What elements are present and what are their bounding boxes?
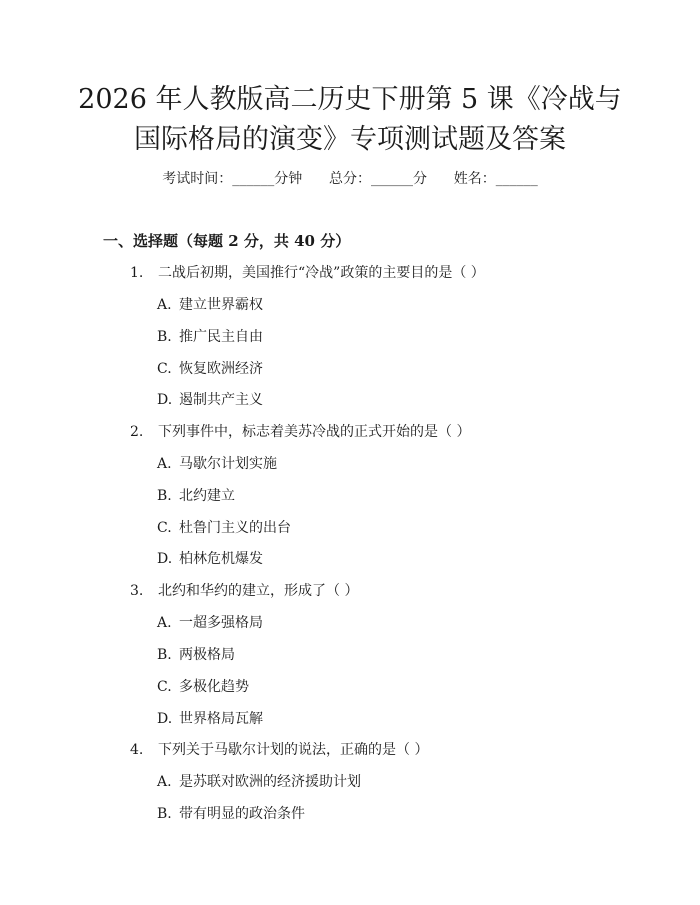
option-letter: A. bbox=[157, 615, 172, 631]
question-1 bbox=[130, 262, 485, 282]
option-text: 恢复欧洲经济 bbox=[179, 361, 263, 377]
option-letter: A. bbox=[157, 774, 172, 790]
option-letter: B. bbox=[157, 329, 172, 345]
option-letter: B. bbox=[157, 806, 172, 822]
option-text: 遏制共产主义 bbox=[179, 392, 263, 408]
question-3 bbox=[130, 580, 358, 600]
question-number: 3. bbox=[130, 583, 144, 599]
question-3-option-a bbox=[157, 612, 263, 632]
option-text: 杜鲁门主义的出台 bbox=[179, 520, 291, 536]
question-3-option-c bbox=[157, 676, 249, 696]
question-2-option-c bbox=[157, 517, 291, 537]
question-4-option-a bbox=[157, 771, 361, 791]
question-2 bbox=[130, 421, 470, 441]
option-text: 北约建立 bbox=[179, 488, 235, 504]
option-text: 柏林危机爆发 bbox=[179, 551, 263, 567]
option-letter: C. bbox=[157, 679, 172, 695]
question-text: 下列关于马歇尔计划的说法，正确的是（ ） bbox=[158, 742, 429, 758]
option-letter: B. bbox=[157, 488, 172, 504]
question-text: 下列事件中，标志着美苏冷战的正式开始的是（ ） bbox=[158, 424, 471, 440]
question-1-option-b bbox=[157, 326, 263, 346]
question-number: 2. bbox=[130, 424, 144, 440]
option-text: 推广民主自由 bbox=[179, 329, 263, 345]
question-4-option-b bbox=[157, 803, 305, 823]
option-text: 马歇尔计划实施 bbox=[179, 456, 277, 472]
title-line-1: 2026 年人教版高二历史下册第 5 课《冷战与 bbox=[78, 84, 622, 115]
question-text: 北约和华约的建立，形成了（ ） bbox=[158, 583, 359, 599]
option-letter: C. bbox=[157, 520, 172, 536]
option-text: 世界格局瓦解 bbox=[179, 711, 263, 727]
option-text: 建立世界霸权 bbox=[179, 297, 263, 313]
question-4 bbox=[130, 739, 428, 759]
option-letter: A. bbox=[157, 456, 172, 472]
document-title bbox=[60, 80, 640, 160]
option-text: 两极格局 bbox=[179, 647, 235, 663]
option-text: 是苏联对欧洲的经济援助计划 bbox=[179, 774, 361, 790]
question-2-option-a bbox=[157, 453, 277, 473]
question-number: 4. bbox=[130, 742, 144, 758]
exam-info-line: 考试时间：______分钟 总分：______分 姓名：______ bbox=[162, 171, 538, 187]
option-letter: A. bbox=[157, 297, 172, 313]
title-line-2: 国际格局的演变》专项测试题及答案 bbox=[134, 124, 566, 155]
option-text: 带有明显的政治条件 bbox=[179, 806, 305, 822]
option-text: 多极化趋势 bbox=[179, 679, 249, 695]
question-3-option-d bbox=[157, 708, 263, 728]
question-3-option-b bbox=[157, 644, 235, 664]
question-number: 1. bbox=[130, 265, 144, 281]
question-text: 二战后初期，美国推行“冷战”政策的主要目的是（ ） bbox=[158, 265, 485, 281]
option-letter: B. bbox=[157, 647, 172, 663]
question-2-option-d bbox=[157, 548, 263, 568]
section-heading: 一、选择题（每题 2 分，共 40 分） bbox=[103, 232, 351, 250]
question-2-option-b bbox=[157, 485, 235, 505]
option-text: 一超多强格局 bbox=[179, 615, 263, 631]
option-letter: D. bbox=[157, 392, 173, 408]
question-1-option-a bbox=[157, 294, 263, 314]
question-1-option-d bbox=[157, 389, 263, 409]
option-letter: D. bbox=[157, 711, 173, 727]
option-letter: D. bbox=[157, 551, 173, 567]
option-letter: C. bbox=[157, 361, 172, 377]
question-1-option-c bbox=[157, 358, 263, 378]
